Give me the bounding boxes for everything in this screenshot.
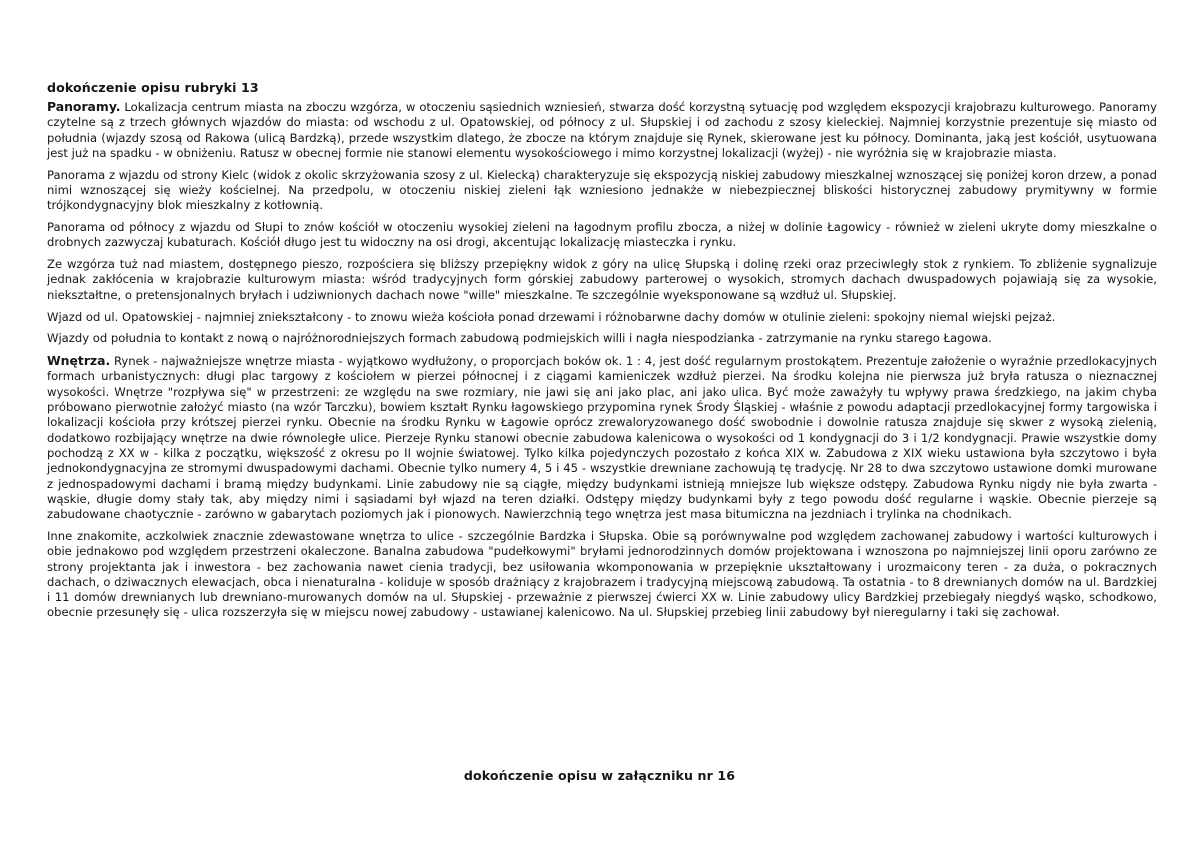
paragraph-text: Panorama z wjazdu od strony Kielc (widok z okolic skrzyżowania szosy z ul. Kielecką) charakteryzuje się ekspozycją niskiej zabudowy mieszkalnej wznoszącej się poniżej koron drzew, a ponad nimi wznoszącej się wieży kościelnej. Na przedpolu, w otoczeniu niskiej zieleni łąk wzniesiono jednakże w niebezpiecznej bliskości historycznej zabudowy prymitywny w formie trójkondygnacyjny blok mieszkalny z kotłownią. (47, 167, 1157, 213)
paragraph-panoramy (47, 99, 1157, 161)
paragraph-lead: Wnętrza. (47, 353, 111, 369)
paragraph-hill-view (47, 257, 1157, 303)
paragraph-text: Wjazd od ul. Opatowskiej - najmniej zniekształcony - to znowu wieża kościoła ponad drzewami i różnobarwne dachy domów w otulinie zieleni: spokojny niemal wiejski pejzaż. (47, 309, 1056, 324)
paragraph-text: Inne znakomite, aczkolwiek znacznie zdewastowane wnętrza to ulice - szczególnie Bardzka i Słupska. Obie są porównywalne pod względem zachowanej zabudowy i wartości kulturowych i obie jednakowo pod względem przestrzeni okaleczone. Banalna zabudowa "pudełkowymi" bryłami jednorodzinnych domów projektowana i wznoszona po najmniejszej linii oporu zarówno ze strony projektanta jak i inwestora - bez zachowania nawet cienia tradycji, bez usiłowania wkomponowania w przepięknie ukształtowany i urozmaicony teren - za duża, o pokracznych dachach, o dziwacznych elewacjach, obca i nienaturalna - koliduje w sposób drażniący z krajobrazem i tradycyjną miejscową zabudową. Ta ostatnia - to 8 drewnianych domów na ul. Bardzkiej i 11 domów drewnianych lub drewniano-murowanych domów na ul. Słupskiej - przeważnie z pierwszej ćwierci XX w. Linie zabudowy ulicy Bardzkiej przebiegały niegdyś wąsko, schodkowo, obecnie przesunęły się - ulica rozszerzyła się w miejscu nowej zabudowy - ustawianej kalenicowo. Na ul. Słupskiej przebieg linii zabudowy był nieregularny i taki się zachował. (47, 528, 1157, 620)
continuation-heading: dokończenie opisu rubryki 13 (47, 80, 259, 95)
paragraph-lead: Panoramy. (47, 99, 121, 114)
paragraph-text: Rynek - najważniejsze wnętrze miasta - wyjątkowo wydłużony, o proporcjach boków ok. 1 : 4, jest dość regularnym prostokątem. Prezentuje założenie o wyraźnie przedlokacyjnych formach urbanistycznych: długi plac targowy z kościołem w pierzei północnej i z ciągami kamieniczek wzdłuż pierzei. Na środku kolejna nie pierwsza już bryła ratusza o nieznacznej wysokości. Wnętrze "rozpływa się" w przestrzeni: ze względu na swe rozmiary, nie jawi się ani jako plac, ani jako ulica. Być może zaważyły tu wpływy prawa średzkiego, na jakim chyba próbowano pierwotnie założyć miasto (na wzór Tarczku), bowiem kształt Rynku łagowskiego przypomina rynek Środy Śląskiej - właśnie z powodu adaptacji przedlokacyjnej formy targowiska i lokalizacji kościoła przy krótszej pierzei rynku. Obecnie na środku Rynku w Łagowie oprócz zrewaloryzowanego dość swobodnie i dowolnie ratusza znajduje się skwer z wysoką zielenią, dodatkowo rozbijający wnętrze na dwie równoległe ulice. Pierzeje Rynku stanowi obecnie zabudowa kalenicowa o wysokości od 1 kondygnacji do 3 i 1/2 kondygnacji. Prawie wszystkie domy pochodzą z XX w - kilka z początku, większość z okresu po II wojnie światowej. Tylko kilka pojedynczych pozostało z końca XIX w. Zabudowa z XIX wieku ustawiona była szczytowo i była jednokondygnacyjna ze stromymi dwuspadowymi dachami. Obecnie tylko numery 4, 5 i 45 - wszystkie drewniane zachowują tę tradycję. Nr 28 to dwa szczytowo ustawione domki murowane z jednospadowymi dachami i bramą między budynkami. Linie zabudowy nie są ciągłe, między budynkami istnieją mniejsze lub większe odstępy. Zabudowa Rynku nigdy nie była zwarta - wąskie, długie domy stały tak, aby między nimi i sąsiadami był wjazd na teren działki. Odstępy między budynkami były z tego powodu dość regularne i wąskie. Obecnie pierzeje są zabudowane chaotycznie - zarówno w gabarytach poziomych jak i pionowych. Nawierzchnią tego wnętrza jest masa bitumiczna na jezdniach i trylinka na chodnikach. (47, 354, 1157, 522)
paragraph-streets (47, 529, 1157, 621)
paragraph-south (47, 331, 1157, 346)
paragraph-wnetrza (47, 353, 1157, 522)
paragraph-opatowska (47, 310, 1157, 325)
description-body (47, 99, 1157, 627)
paragraph-text: Ze wzgórza tuż nad miastem, dostępnego pieszo, rozpościera się bliższy przepiękny widok z góry na ulicę Słupską i dolinę rzeki oraz przeciwległy stok z rynkiem. To zbliżenie sygnalizuje jednak zakłócenia w krajobrazie kulturowym miasta: wśród tradycyjnych form górskiej zabudowy parterowej o wysokich, stromych dachach dwuspadowych pojawiają się za wysokie, niekształtne, o pretensjonalnych bryłach i udziwnionych dachach nowe "wille" mieszkalne. Te szczególnie wyeksponowane są wzdłuż ul. Słupskiej. (47, 257, 1157, 302)
paragraph-text: Wjazdy od południa to kontakt z nową o najróżnorodniejszych formach zabudową podmiejskich willi i nagła niespodzianka - zatrzymanie na rynku starego Łagowa. (47, 331, 992, 346)
attachment-reference: dokończenie opisu w załączniku nr 16 (463, 768, 736, 783)
paragraph-text: Panorama od północy z wjazdu od Słupi to znów kościół w otoczeniu wysokiej zieleni na łagodnym profilu zbocza, a niżej w dolinie Łagowicy - również w zieleni ukryte domy mieszkalne o drobnych zazwyczaj kubaturach. Kościół długo jest tu widoczny na osi drogi, akcentując lokalizację miasteczka i rynku. (47, 220, 1157, 250)
paragraph-text: Lokalizacja centrum miasta na zboczu wzgórza, w otoczeniu sąsiednich wzniesień, stwarza dość korzystną sytuację pod względem ekspozycji krajobrazu kulturowego. Panoramy czytelne są z trzech głównych wjazdów do miasta: od wschodu z ul. Opatowskiej, od północy z ul. Słupskiej i od zachodu z szosy kieleckiej. Najmniej korzystnie prezentuje się miasto od południa (wjazdy szosą od Rakowa (ulicą Bardzką), przede wszystkim dlatego, że zbocze na którym znajduje się Rynek, skierowane jest ku północy. Dominanta, jaką jest kościół, usytuowana jest już na spadku - w obniżeniu. Ratusz w obecnej formie nie stanowi elementu wysokościowego i mimo korzystnej lokalizacji (wyżej) - nie wyróżnia się w krajobrazie miasta. (47, 100, 1157, 160)
paragraph-panorama-kielce (47, 168, 1157, 214)
paragraph-panorama-north (47, 220, 1157, 251)
